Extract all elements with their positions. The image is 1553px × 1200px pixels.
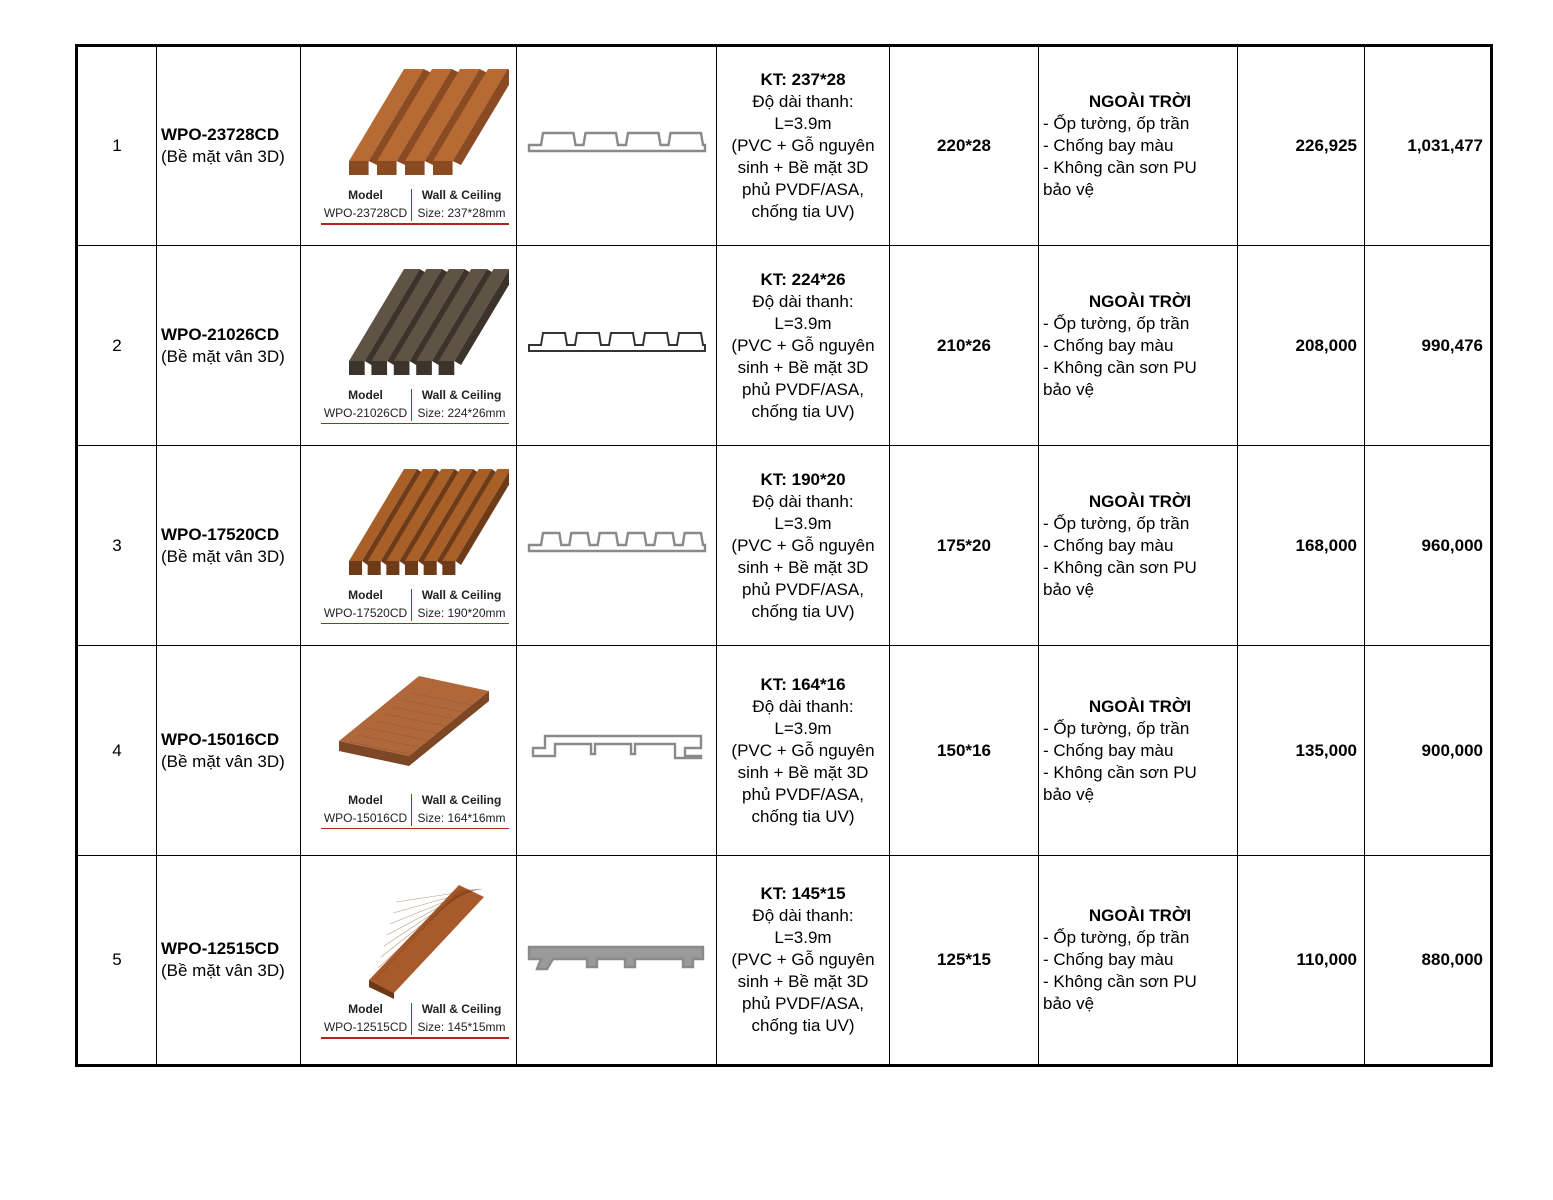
wood-panel-image	[309, 461, 509, 586]
spec-line: sinh + Bề mặt 3D	[737, 762, 869, 782]
spec-line: (PVC + Gỗ nguyên	[731, 950, 875, 969]
usage-line: - Không cần sơn PU	[1043, 557, 1197, 577]
profile-outline	[529, 133, 705, 151]
product-photo	[309, 461, 509, 631]
usage-line: - Không cần sơn PU	[1043, 762, 1197, 782]
caption-size: Size: 145*15mm	[417, 1020, 506, 1034]
caption-size: Size: 224*26mm	[417, 405, 506, 420]
spec-line: (PVC + Gỗ nguyên	[731, 535, 875, 555]
spec-line: chống tia UV)	[751, 401, 855, 421]
usage-line: - Chống bay màu	[1043, 535, 1174, 555]
usage-line: - Không cần sơn PU	[1043, 158, 1197, 177]
product-photo	[309, 261, 509, 431]
wood-panel-image	[309, 875, 509, 1000]
product-photo-cell	[301, 646, 517, 856]
caption-model-label: Model	[348, 387, 383, 402]
profile-cross-section	[525, 123, 709, 163]
spec-cell	[717, 46, 890, 246]
spec-line: chống tia UV)	[751, 601, 855, 621]
product-photo-cell	[301, 446, 517, 646]
spec-lines	[717, 291, 889, 423]
model-cell	[157, 646, 301, 856]
profile-cross-section	[525, 523, 709, 563]
spec-line: Độ dài thanh:	[752, 92, 854, 111]
spec-line: chống tia UV)	[751, 202, 855, 221]
effective-size: 175*20	[890, 446, 1039, 646]
surface-note: (Bề mặt vân 3D)	[161, 346, 285, 366]
usage-line: - Chống bay màu	[1043, 335, 1174, 355]
caption-model-label: Model	[348, 1002, 383, 1016]
spec-lines	[717, 905, 889, 1037]
usage-heading: NGOÀI TRỜI	[1088, 291, 1192, 311]
caption-model-code: WPO-15016CD	[323, 810, 408, 825]
spec-line: L=3.9m	[774, 513, 832, 533]
spec-line: chống tia UV)	[751, 1016, 855, 1035]
spec-line: Độ dài thanh:	[752, 291, 854, 311]
usage-line: - Ốp tường, ốp trần	[1043, 513, 1190, 533]
spec-line: Độ dài thanh:	[752, 906, 854, 925]
wood-panel-image	[309, 666, 509, 791]
usage-line: bảo vệ	[1043, 579, 1095, 599]
caption-size: Size: 164*16mm	[417, 810, 506, 825]
usage-line: bảo vệ	[1043, 379, 1095, 399]
spec-dimension: KT: 164*16	[760, 674, 846, 694]
spec-line: (PVC + Gỗ nguyên	[731, 335, 875, 355]
caption-underline	[321, 223, 509, 225]
usage-lines	[1043, 718, 1237, 806]
table-row	[77, 856, 1492, 1066]
usage-line: bảo vệ	[1043, 784, 1095, 804]
table-row	[77, 46, 1492, 246]
row-number: 5	[77, 856, 157, 1066]
caption-model-code: WPO-12515CD	[323, 1020, 408, 1034]
usage-cell	[1039, 46, 1238, 246]
usage-heading: NGOÀI TRỜI	[1088, 92, 1192, 111]
caption-usage-label: Wall & Ceiling	[421, 1002, 502, 1016]
usage-line: bảo vệ	[1043, 994, 1095, 1013]
model-cell	[157, 856, 301, 1066]
profile-drawing-cell	[517, 446, 717, 646]
spec-cell	[717, 246, 890, 446]
price-per-m2: 880,000	[1365, 856, 1492, 1066]
spec-dimension: KT: 224*26	[760, 269, 846, 289]
profile-drawing-cell	[517, 856, 717, 1066]
caption-model-label: Model	[348, 188, 383, 202]
usage-cell	[1039, 856, 1238, 1066]
caption-divider	[411, 1003, 413, 1035]
profile-outline	[533, 736, 701, 758]
spec-line: (PVC + Gỗ nguyên	[731, 740, 875, 760]
spec-line: sinh + Bề mặt 3D	[737, 972, 869, 991]
surface-note: (Bề mặt vân 3D)	[161, 546, 285, 566]
surface-note: (Bề mặt vân 3D)	[161, 147, 285, 166]
product-photo	[309, 61, 509, 231]
flat-panel	[369, 885, 484, 999]
caption-usage-label: Wall & Ceiling	[421, 587, 502, 602]
spec-line: L=3.9m	[774, 313, 832, 333]
effective-size: 210*26	[890, 246, 1039, 446]
usage-line: - Ốp tường, ốp trần	[1043, 313, 1190, 333]
usage-line: - Chống bay màu	[1043, 136, 1174, 155]
model-code: WPO-21026CD	[161, 324, 280, 344]
caption-underline	[321, 623, 509, 625]
spec-line: (PVC + Gỗ nguyên	[731, 136, 875, 155]
spec-line: L=3.9m	[774, 928, 832, 947]
usage-heading: NGOÀI TRỜI	[1088, 491, 1192, 511]
profile-cross-section	[525, 937, 709, 977]
surface-note: (Bề mặt vân 3D)	[161, 961, 285, 980]
row-number: 2	[77, 246, 157, 446]
profile-outline	[529, 533, 705, 551]
price-per-m2: 900,000	[1365, 646, 1492, 856]
unit-price: 110,000	[1238, 856, 1365, 1066]
usage-line: - Ốp tường, ốp trần	[1043, 718, 1190, 738]
usage-line: - Chống bay màu	[1043, 950, 1174, 969]
spec-lines	[717, 91, 889, 223]
spec-line: chống tia UV)	[751, 806, 855, 826]
price-per-m2: 960,000	[1365, 446, 1492, 646]
caption-divider	[411, 189, 413, 221]
unit-price: 168,000	[1238, 446, 1365, 646]
usage-cell	[1039, 246, 1238, 446]
unit-price: 226,925	[1238, 46, 1365, 246]
spec-line: phủ PVDF/ASA,	[742, 784, 864, 804]
surface-note: (Bề mặt vân 3D)	[161, 751, 285, 771]
spec-line: phủ PVDF/ASA,	[742, 994, 864, 1013]
spec-line: L=3.9m	[774, 718, 832, 738]
model-code: WPO-17520CD	[161, 524, 280, 544]
model-code: WPO-15016CD	[161, 729, 280, 749]
model-code: WPO-12515CD	[161, 939, 280, 958]
caption-size: Size: 237*28mm	[417, 206, 506, 220]
effective-size: 220*28	[890, 46, 1039, 246]
caption-size: Size: 190*20mm	[417, 605, 506, 620]
caption-model-code: WPO-21026CD	[323, 405, 408, 420]
usage-heading: NGOÀI TRỜI	[1088, 906, 1192, 925]
product-photo-cell	[301, 46, 517, 246]
spec-cell	[717, 446, 890, 646]
product-photo	[309, 875, 509, 1045]
usage-lines	[1043, 313, 1237, 401]
profile-drawing-cell	[517, 246, 717, 446]
effective-size: 125*15	[890, 856, 1039, 1066]
wood-panel-image	[309, 261, 509, 386]
product-photo-cell	[301, 856, 517, 1066]
caption-underline	[321, 828, 509, 830]
flat-panel	[339, 676, 489, 766]
profile-outline	[529, 947, 703, 969]
spec-line: Độ dài thanh:	[752, 491, 854, 511]
caption-divider	[411, 389, 413, 421]
profile-outline	[529, 333, 705, 351]
usage-line: - Ốp tường, ốp trần	[1043, 928, 1190, 947]
unit-price: 208,000	[1238, 246, 1365, 446]
price-per-m2: 990,476	[1365, 246, 1492, 446]
caption-divider	[411, 589, 413, 621]
effective-size: 150*16	[890, 646, 1039, 856]
caption-usage-label: Wall & Ceiling	[421, 188, 502, 202]
usage-lines	[1043, 927, 1237, 1015]
usage-cell	[1039, 646, 1238, 856]
spec-line: L=3.9m	[774, 114, 832, 133]
usage-heading: NGOÀI TRỜI	[1088, 696, 1192, 716]
spec-line: phủ PVDF/ASA,	[742, 379, 864, 399]
usage-lines	[1043, 513, 1237, 601]
spec-lines	[717, 696, 889, 828]
usage-line: bảo vệ	[1043, 180, 1095, 199]
caption-usage-label: Wall & Ceiling	[421, 387, 502, 402]
unit-price: 135,000	[1238, 646, 1365, 856]
caption-model-label: Model	[348, 587, 383, 602]
spec-line: Độ dài thanh:	[752, 696, 854, 716]
price-per-m2: 1,031,477	[1365, 46, 1492, 246]
spec-cell	[717, 646, 890, 856]
table-row	[77, 246, 1492, 446]
price-table-body	[77, 46, 1492, 1066]
row-number: 1	[77, 46, 157, 246]
row-number: 3	[77, 446, 157, 646]
wood-panel-image	[309, 61, 509, 186]
caption-underline	[321, 423, 509, 425]
usage-lines	[1043, 113, 1237, 201]
price-table	[75, 44, 1493, 1067]
caption-underline	[321, 1037, 509, 1039]
profile-drawing-cell	[517, 46, 717, 246]
spec-line: phủ PVDF/ASA,	[742, 180, 864, 199]
spec-cell	[717, 856, 890, 1066]
profile-cross-section	[525, 323, 709, 363]
caption-divider	[411, 794, 413, 826]
spec-line: sinh + Bề mặt 3D	[737, 557, 869, 577]
spec-dimension: KT: 237*28	[760, 70, 846, 89]
product-photo	[309, 666, 509, 836]
row-number: 4	[77, 646, 157, 856]
usage-line: - Ốp tường, ốp trần	[1043, 114, 1190, 133]
spec-line: sinh + Bề mặt 3D	[737, 357, 869, 377]
spec-lines	[717, 491, 889, 623]
usage-line: - Không cần sơn PU	[1043, 972, 1197, 991]
caption-model-code: WPO-23728CD	[323, 206, 408, 220]
model-code: WPO-23728CD	[161, 125, 280, 144]
caption-model-code: WPO-17520CD	[323, 605, 408, 620]
usage-line: - Chống bay màu	[1043, 740, 1174, 760]
spec-line: sinh + Bề mặt 3D	[737, 158, 869, 177]
model-cell	[157, 46, 301, 246]
table-row	[77, 646, 1492, 856]
usage-line: - Không cần sơn PU	[1043, 357, 1197, 377]
model-cell	[157, 446, 301, 646]
spec-dimension: KT: 145*15	[760, 884, 846, 903]
profile-drawing-cell	[517, 646, 717, 856]
profile-cross-section	[525, 728, 709, 768]
product-photo-cell	[301, 246, 517, 446]
model-cell	[157, 246, 301, 446]
spec-line: phủ PVDF/ASA,	[742, 579, 864, 599]
spec-dimension: KT: 190*20	[760, 469, 846, 489]
usage-cell	[1039, 446, 1238, 646]
table-row	[77, 446, 1492, 646]
caption-usage-label: Wall & Ceiling	[421, 792, 502, 807]
caption-model-label: Model	[348, 792, 383, 807]
